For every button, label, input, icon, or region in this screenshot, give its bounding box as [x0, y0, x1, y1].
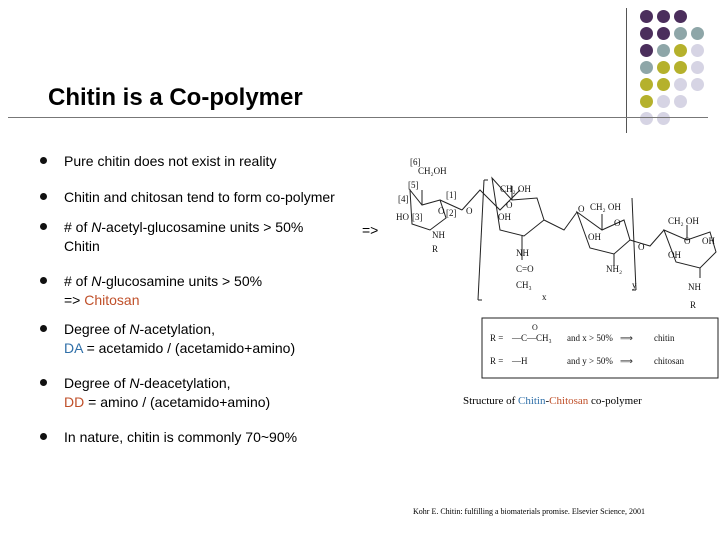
legend-cond-2: and y > 50%	[567, 356, 613, 366]
bullet-segment: -acetylation,	[139, 321, 215, 337]
bullet-marker	[40, 277, 47, 284]
ch2oh-d-label: CH₂ OH	[668, 216, 699, 226]
bullet-segment: DD	[64, 394, 85, 410]
bullet-marker	[40, 193, 47, 200]
bullet-segment: N	[129, 375, 140, 391]
bullet-segment: = acetamido / (acetamido+amino)	[82, 340, 296, 356]
bullet-segment: N	[91, 273, 102, 289]
o-label-2: O	[506, 200, 513, 210]
decor-dot	[674, 44, 687, 57]
ch2oh-b-label: CH₂ OH	[500, 184, 531, 194]
o-label-1: O	[438, 206, 445, 216]
figure-caption	[463, 395, 642, 407]
decor-dot	[691, 44, 704, 57]
decor-dot	[674, 61, 687, 74]
legend-arrow-1: ⟹	[620, 333, 633, 343]
decor-dot	[674, 27, 687, 40]
legend-cond-1: and x > 50%	[567, 333, 613, 343]
legend-result-2: chitosan	[654, 356, 684, 366]
decor-dot	[674, 78, 687, 91]
bullet-marker	[40, 157, 47, 164]
reference-citation: Kohr E. Chitin: fulfilling a biomaterials promise. Elsevier Science, 2001	[413, 507, 645, 516]
bullet-text	[64, 218, 404, 256]
bullet-segment: DA	[64, 340, 83, 356]
pos1-label: [1]	[446, 190, 457, 200]
oh-label-3: OH	[588, 232, 601, 242]
x-label: x	[542, 292, 547, 302]
bullet-segment: -deacetylation,	[139, 375, 231, 391]
bullet-segment: Degree of	[64, 321, 130, 337]
decor-vertical-line	[626, 8, 627, 133]
legend-group-1: —C—CH₃	[512, 333, 552, 343]
ch2oh-c-label: CH₂ OH	[590, 202, 621, 212]
decor-dot	[640, 112, 653, 125]
decor-dot	[691, 61, 704, 74]
bullet-text	[64, 188, 404, 207]
ch2oh-a-label: CH₂OH	[418, 166, 447, 176]
y-label: y	[632, 280, 637, 290]
nh-label-4: NH	[688, 282, 701, 292]
decor-dot	[691, 27, 704, 40]
o-label-bridge: O	[466, 206, 473, 216]
decor-dot	[657, 61, 670, 74]
caption-before: Structure of	[463, 395, 518, 407]
decor-dot	[657, 95, 670, 108]
decor-dot	[691, 78, 704, 91]
nh2-label: NH₂	[606, 264, 623, 274]
caption-chitosan: Chitosan	[549, 395, 589, 407]
chitin-chitosan-structure	[392, 150, 720, 388]
decor-dot	[640, 95, 653, 108]
caption-dash: -	[545, 395, 550, 407]
decor-dot	[640, 44, 653, 57]
bullet-marker	[40, 433, 47, 440]
pos5-label: [5]	[408, 180, 419, 190]
decor-dot	[657, 78, 670, 91]
bullet-segment: Chitosan	[84, 292, 140, 308]
r-label-1: R	[432, 244, 439, 254]
decor-dot	[674, 95, 687, 108]
ho-label: HO	[396, 212, 409, 222]
pos3-label: [3]	[412, 212, 423, 222]
o-label-3: O	[614, 218, 621, 228]
bullet-segment: # of	[64, 273, 92, 289]
bullet-marker	[40, 325, 47, 332]
bullet-segment: -glucosamine units > 50%	[101, 273, 263, 289]
bullet-marker	[40, 223, 47, 230]
bullet-segment: Chitin	[64, 238, 100, 254]
decor-dot	[657, 112, 670, 125]
oh-label-4: OH	[702, 236, 715, 246]
decor-dot	[640, 27, 653, 40]
pos2-label: [2]	[446, 208, 457, 218]
pos4-label: [4]	[398, 194, 409, 204]
bullet-segment: Chitin and chitosan tend to form co-polymer	[64, 189, 335, 205]
decor-dot	[657, 27, 670, 40]
bullet-segment: =>	[64, 292, 85, 308]
decor-dot	[657, 44, 670, 57]
oh-label-5: OH	[668, 250, 681, 260]
nh-label-2: NH	[516, 248, 529, 258]
bullet-segment: N	[129, 321, 140, 337]
bullet-segment: Pure chitin does not exist in reality	[64, 153, 277, 169]
o-label-bridge2: O	[578, 204, 585, 214]
bullet-segment: # of	[64, 219, 92, 235]
legend-o-mark: O	[532, 323, 538, 332]
nh-label-1: NH	[432, 230, 445, 240]
legend-r-2: R =	[490, 356, 504, 366]
decor-dot	[640, 61, 653, 74]
bullet-marker	[40, 379, 47, 386]
decor-dot	[640, 78, 653, 91]
oh-label-2: OH	[498, 212, 511, 222]
decor-dot	[657, 10, 670, 23]
o-label-bridge3: O	[638, 242, 645, 252]
c-eq-o-label: C=O	[516, 264, 534, 274]
r-label-4: R	[690, 300, 697, 310]
bullet-text	[64, 320, 404, 358]
bullet-segment: Degree of	[64, 375, 130, 391]
bullet-text	[64, 272, 404, 310]
caption-after: co-polymer	[588, 395, 642, 407]
decor-dot	[640, 10, 653, 23]
arrow-symbol: =>	[362, 222, 379, 238]
bullet-text	[64, 428, 404, 447]
legend-result-1: chitin	[654, 333, 675, 343]
bullet-segment: In nature, chitin is commonly 70~90%	[64, 429, 298, 445]
o-label-4: O	[684, 236, 691, 246]
legend-r-1: R =	[490, 333, 504, 343]
ch3-label: CH₃	[516, 280, 532, 290]
legend-group-2: —H	[512, 356, 528, 366]
title-underline	[8, 117, 708, 118]
bullet-text	[64, 374, 404, 412]
bullet-segment: N	[91, 219, 102, 235]
bullet-segment: = amino / (acetamido+amino)	[84, 394, 271, 410]
legend-arrow-2: ⟹	[620, 356, 633, 366]
bullet-text	[64, 152, 404, 171]
decor-dot	[674, 10, 687, 23]
caption-chitin: Chitin	[517, 395, 546, 407]
pos6-label: [6]	[410, 157, 421, 167]
bullet-segment: -acetyl-glucosamine units > 50%	[101, 219, 304, 235]
slide-title: Chitin is a Co-polymer	[48, 84, 303, 111]
